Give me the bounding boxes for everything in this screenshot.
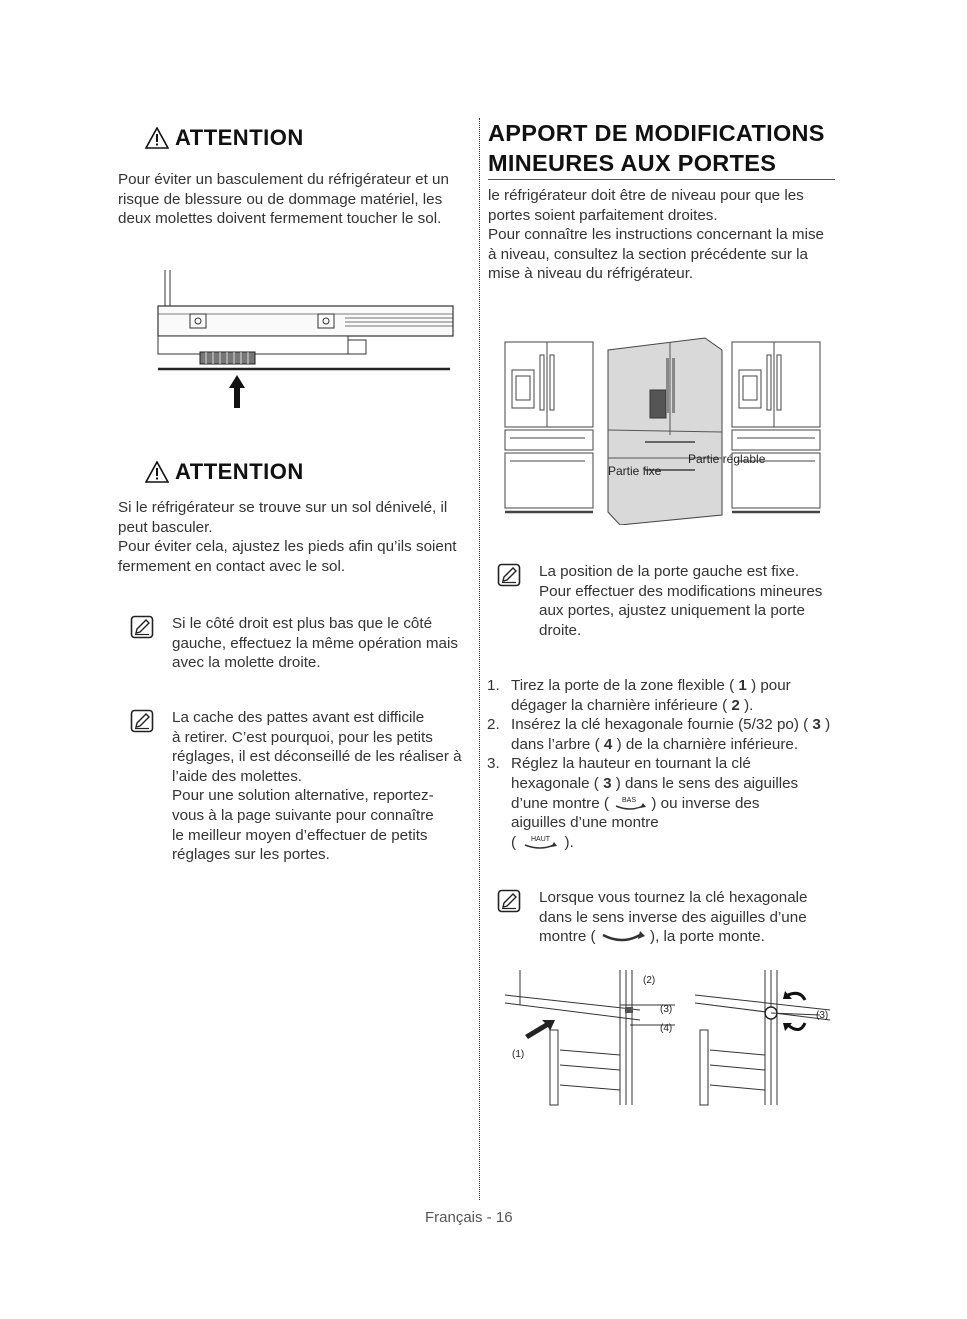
- warning-triangle-icon: [145, 127, 169, 149]
- text-span: montre (: [539, 928, 596, 946]
- text-line: risque de blessure ou de dommage matériel, les: [118, 190, 443, 208]
- ref-number: 4: [603, 735, 613, 753]
- intro-text: [488, 186, 824, 284]
- text-line: deux molettes doivent fermement toucher le sol.: [118, 210, 442, 228]
- fixed-part-label: Partie fixe: [608, 464, 662, 478]
- text-line: vous à la page suivante pour connaître: [172, 806, 434, 824]
- text-span: ) de la charnière inférieure.: [616, 735, 799, 753]
- attention-heading-2: [145, 459, 304, 485]
- text-line: Pour connaître les instructions concernant la mise: [488, 226, 824, 244]
- clockwise-bas-icon: [613, 795, 647, 813]
- ref-number: 1: [738, 677, 747, 694]
- text-span: hexagonale (: [511, 774, 599, 792]
- text-line: gauche, effectuez la même opération mais: [172, 634, 458, 652]
- text-span: ).: [564, 833, 574, 851]
- step-number: 1.: [487, 677, 500, 694]
- text-line: aux portes, ajustez uniquement la porte: [539, 602, 805, 620]
- counterclockwise-wrench-icon: [600, 929, 646, 945]
- text-line: à niveau, consultez la section précédente sur la: [488, 245, 808, 263]
- label-3: (3): [660, 1004, 673, 1015]
- text-line: le meilleur moyen d’effectuer de petits: [172, 826, 428, 844]
- text-line: l’aide des molettes.: [172, 767, 303, 785]
- refrigerator-doors-illustration: [500, 330, 825, 525]
- attention-title-2: ATTENTION: [175, 459, 304, 484]
- text-span: (: [511, 833, 517, 851]
- text-line: Pour une solution alternative, reportez-: [172, 787, 434, 805]
- steps-list: [487, 676, 830, 852]
- attention-heading-1: [145, 125, 304, 151]
- text-line: fermement en contact avec le sol.: [118, 557, 346, 575]
- text-line: aiguilles d’une montre: [511, 814, 659, 832]
- text-line: Pour éviter cela, ajustez les pieds afin qu’ils soient: [118, 538, 457, 556]
- text-span: dégager la charnière inférieure (: [511, 696, 728, 714]
- text-line: dans le sens inverse des aiguilles d’une: [539, 908, 807, 926]
- adjustable-part-label: Partie réglable: [688, 452, 766, 466]
- label-3b: (3): [816, 1010, 829, 1021]
- text-span: dans l’arbre (: [511, 735, 600, 753]
- step-3: [487, 754, 830, 852]
- text-line: avec la molette droite.: [172, 654, 321, 672]
- text-line: le réfrigérateur doit être de niveau pour que les: [488, 187, 804, 204]
- text-span: ), la porte monte.: [650, 928, 765, 946]
- text-span: ) pour: [751, 677, 791, 694]
- text-span: Insérez la clé hexagonale fournie (5/32 po) (: [511, 716, 809, 734]
- label-1: (1): [512, 1049, 525, 1060]
- note-block: [130, 708, 462, 865]
- haut-label: HAUT: [531, 835, 551, 843]
- text-line: Réglez la hauteur en tournant la clé: [511, 755, 751, 773]
- text-span: ) dans le sens des aiguilles: [615, 774, 799, 792]
- step-number: 2.: [487, 716, 500, 734]
- text-line: Lorsque vous tournez la clé hexagonale: [539, 889, 808, 906]
- note-block: [130, 614, 458, 673]
- text-line: Pour effectuer des modifications mineures: [539, 582, 823, 600]
- step-1: [487, 676, 830, 715]
- text-line: peut basculer.: [118, 518, 213, 536]
- text-line: réglages, il est déconseillé de les réaliser à: [172, 748, 462, 766]
- text-line: Pour éviter un basculement du réfrigérateur et un: [118, 171, 449, 188]
- note-pencil-icon: [130, 709, 154, 733]
- text-line: Si le côté droit est plus bas que le côté: [172, 615, 433, 632]
- ref-number: 2: [731, 696, 740, 714]
- label-2: (2): [643, 975, 656, 986]
- bas-label: BAS: [622, 796, 637, 804]
- text-line: La position de la porte gauche est fixe.: [539, 563, 800, 580]
- text-line: droite.: [539, 621, 582, 639]
- ref-number: 3: [812, 716, 821, 734]
- text-span: ) ou inverse des: [651, 794, 760, 812]
- text-line: à retirer. C’est pourquoi, pour les petits: [172, 728, 433, 746]
- text-line: réglages sur les portes.: [172, 846, 330, 864]
- page-footer: Français - 16: [425, 1209, 513, 1226]
- text-span: d’une montre (: [511, 794, 609, 812]
- column-divider: [479, 118, 480, 1200]
- text-line: portes soient parfaitement droites.: [488, 206, 718, 224]
- text-span: ).: [744, 696, 754, 714]
- counterclockwise-haut-icon: [520, 834, 560, 852]
- step-2: [487, 715, 830, 754]
- attention-text-2: [118, 498, 457, 576]
- warning-triangle-icon: [145, 461, 169, 483]
- note-block: [497, 888, 808, 947]
- attention-title-1: ATTENTION: [175, 125, 304, 150]
- section-title-line: MINEURES AUX PORTES: [488, 150, 777, 176]
- section-title: [488, 118, 825, 178]
- text-span: ): [825, 716, 831, 734]
- ref-number: 3: [603, 774, 612, 792]
- note-pencil-icon: [130, 615, 154, 639]
- attention-text-1: [118, 170, 449, 229]
- text-line: La cache des pattes avant est difficile: [172, 709, 425, 726]
- step-number: 3.: [487, 755, 500, 773]
- text-span: Tirez la porte de la zone flexible (: [511, 677, 735, 694]
- note-block: [497, 562, 822, 640]
- text-line: mise à niveau du réfrigérateur.: [488, 265, 694, 283]
- label-4: (4): [660, 1023, 673, 1034]
- note-pencil-icon: [497, 563, 521, 587]
- note-pencil-icon: [497, 889, 521, 913]
- title-underline: [488, 179, 835, 180]
- text-line: Si le réfrigérateur se trouve sur un sol dénivelé, il: [118, 499, 448, 516]
- section-title-line: APPORT DE MODIFICATIONS: [488, 120, 825, 146]
- hinge-adjustment-illustration: [500, 965, 840, 1110]
- leveling-foot-illustration: [150, 268, 455, 413]
